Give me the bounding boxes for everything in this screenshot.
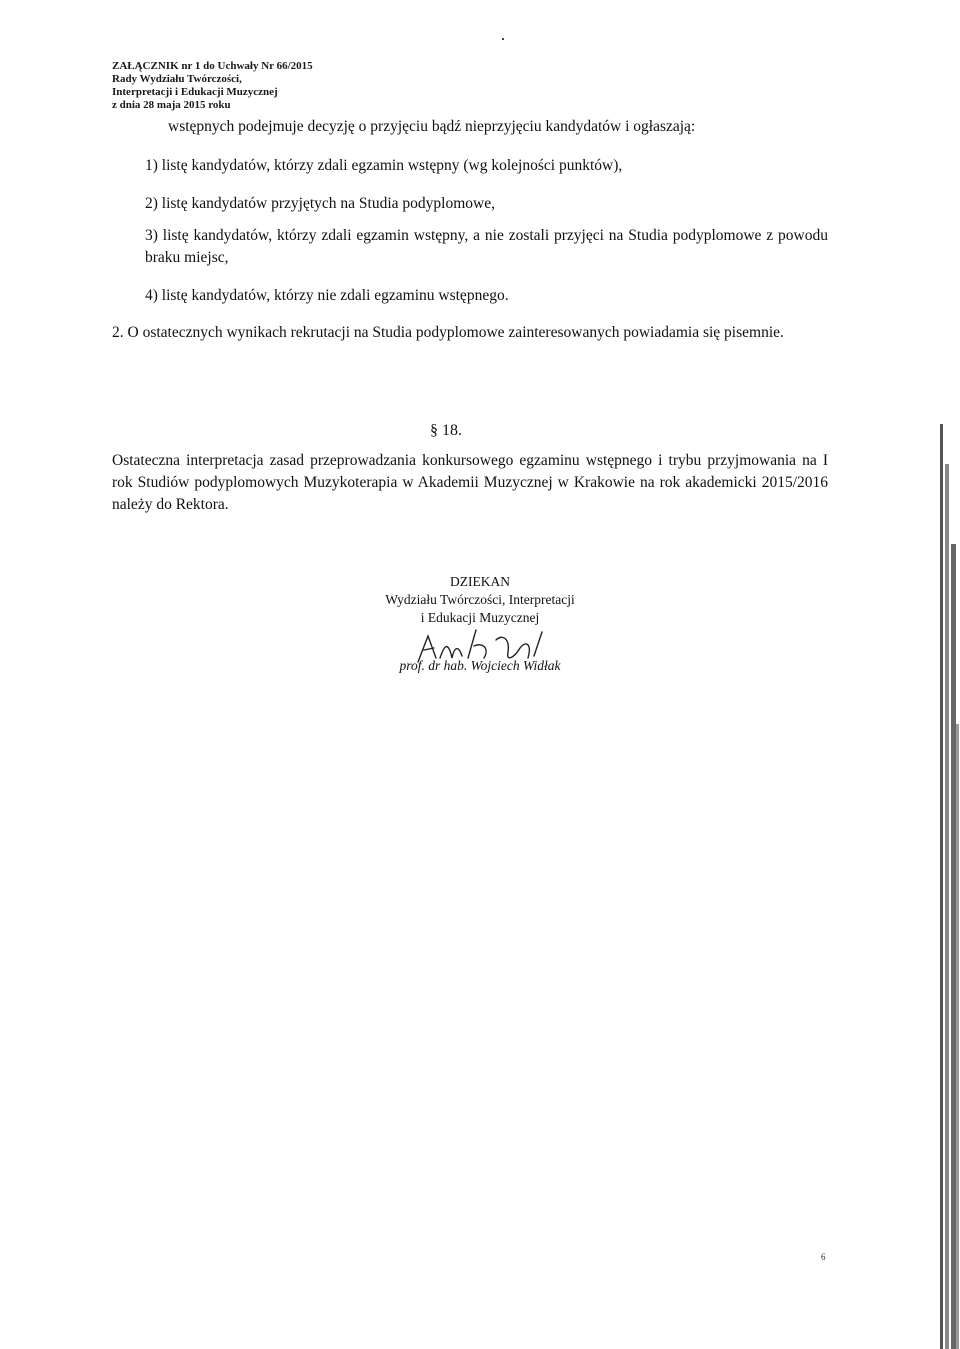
header-line: Rady Wydziału Twórczości, [112, 73, 242, 85]
paragraph-point-2: 2. O ostatecznych wynikach rekrutacji na Studia podyplomowe zainteresowanych powiadamia się pisemnie. [112, 324, 784, 341]
list-item: 4) listę kandydatów, którzy nie zdali egzaminu wstępnego. [145, 287, 509, 304]
attachment-header [112, 60, 472, 112]
list-item: 3) listę kandydatów, którzy zdali egzamin wstępny, a nie zostali przyjęci na Studia podyplomowe z powodu braku miejsc, [145, 227, 828, 266]
header-line: z dnia 28 maja 2015 roku [112, 99, 231, 111]
signature-faculty: i Edukacji Muzycznej [420, 610, 540, 625]
header-line: ZAŁĄCZNIK nr 1 do Uchwały Nr 66/2015 [112, 60, 313, 72]
signature-title: DZIEKAN [450, 574, 510, 589]
list-item: 2) listę kandydatów przyjętych na Studia podyplomowe, [145, 195, 495, 212]
signatory-name: prof. dr hab. Wojciech Widłak [399, 658, 561, 673]
page-number: 6 [821, 1252, 826, 1262]
list-item: 1) listę kandydatów, którzy zdali egzamin wstępny (wg kolejności punktów), [145, 157, 623, 174]
final-paragraph: Ostateczna interpretacja zasad przeprowadzania konkursowego egzaminu wstępnego i trybu przyjmowania na I rok Studiów podyplomowych Muzykoterapia w Akademii Muzycznej w Krakowie na rok akademicki 2015/2016 należy do Rektora. [112, 452, 828, 513]
section-heading: § 18. [430, 422, 462, 439]
handwritten-signature [410, 618, 560, 670]
header-line: Interpretacji i Edukacji Muzycznej [112, 86, 278, 98]
scan-speck [502, 38, 504, 40]
scan-edge-artifact [932, 424, 960, 1349]
signature-faculty: Wydziału Twórczości, Interpretacji [385, 592, 575, 607]
lead-text: wstępnych podejmuje decyzję o przyjęciu bądź nieprzyjęciu kandydatów i ogłaszają: [168, 118, 696, 135]
